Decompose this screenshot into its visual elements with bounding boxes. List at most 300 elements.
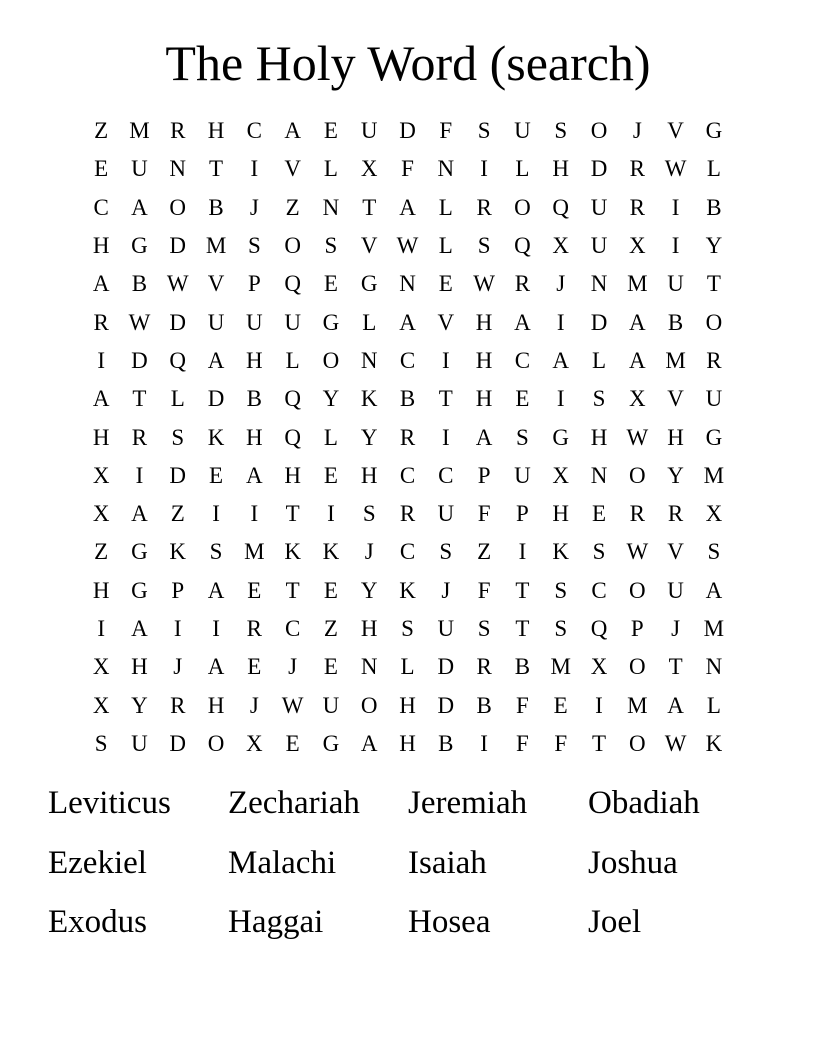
grid-row [82, 648, 733, 686]
grid-letter: G [705, 424, 723, 450]
grid-letter: N [360, 654, 378, 680]
grid-letter: U [514, 462, 531, 488]
grid-letter: R [514, 271, 531, 297]
grid-letter: T [668, 654, 683, 680]
grid-letter: Q [514, 233, 531, 259]
grid-letter: Z [170, 501, 185, 527]
grid-letter: L [400, 654, 415, 680]
grid-letter: O [322, 347, 340, 373]
grid-letter: E [285, 730, 300, 756]
grid-letter: B [514, 654, 531, 680]
grid-letter: C [93, 194, 109, 220]
grid-letter: E [94, 156, 109, 182]
grid-letter: L [438, 233, 453, 259]
grid-letter: B [438, 730, 454, 756]
grid-letter: A [92, 386, 110, 412]
grid-letter: I [212, 501, 220, 527]
grid-letter: D [169, 462, 187, 488]
grid-letter: U [667, 577, 684, 603]
letter-grid [82, 112, 733, 763]
word-list-item: Isaiah [408, 844, 487, 881]
grid-letter: D [590, 309, 608, 335]
grid-row [82, 303, 733, 341]
grid-letter: S [554, 118, 568, 144]
word-list-item: Jeremiah [408, 785, 528, 821]
grid-letter: C [399, 347, 416, 373]
grid-letter: A [284, 118, 301, 144]
grid-letter: T [209, 156, 224, 182]
grid-letter: K [207, 424, 225, 450]
grid-letter: O [628, 730, 646, 756]
grid-letter: E [247, 577, 262, 603]
grid-letter: A [628, 347, 646, 373]
grid-letter: D [399, 118, 416, 144]
grid-letter: Y [131, 692, 148, 718]
grid-letter: S [439, 539, 453, 565]
grid-letter: I [556, 309, 565, 335]
grid-letter: W [281, 692, 304, 718]
grid-letter: E [438, 271, 453, 297]
grid-letter: X [92, 692, 110, 718]
grid-letter: A [131, 194, 148, 220]
grid-letter: R [629, 501, 645, 527]
grid-letter: J [288, 654, 298, 680]
grid-letter: Q [284, 386, 301, 412]
word-list-item: Obadiah [588, 785, 700, 821]
grid-letter: I [212, 616, 220, 641]
grid-letter: X [628, 233, 646, 259]
grid-letter: A [246, 462, 263, 488]
grid-letter: O [628, 462, 646, 488]
grid-letter: M [129, 118, 150, 144]
grid-letter: I [173, 616, 182, 641]
grid-letter: U [131, 156, 148, 182]
grid-letter: L [438, 194, 453, 220]
grid-letter: U [590, 194, 608, 220]
grid-letter: U [322, 692, 340, 718]
grid-letter: O [169, 194, 187, 220]
grid-letter: R [706, 347, 722, 373]
grid-letter: M [205, 233, 227, 259]
grid-letter: T [515, 577, 530, 603]
grid-letter: U [705, 386, 723, 412]
grid-letter: G [322, 730, 340, 756]
grid-letter: D [169, 309, 187, 335]
word-list-item: Ezekiel [48, 844, 147, 881]
grid-letter: O [590, 118, 608, 144]
grid-letter: S [554, 616, 568, 641]
grid-letter: V [360, 233, 378, 259]
grid-letter: H [131, 654, 148, 680]
grid-letter: J [556, 271, 566, 297]
grid-letter: I [327, 501, 335, 527]
grid-letter: L [170, 386, 185, 412]
grid-letter: T [285, 501, 300, 527]
grid-letter: C [246, 118, 262, 144]
grid-letter: A [399, 194, 416, 220]
grid-letter: N [360, 347, 378, 373]
word-list-item: Joshua [588, 844, 678, 881]
grid-letter: I [135, 462, 144, 488]
grid-letter: R [170, 118, 186, 144]
grid-letter: H [475, 347, 493, 373]
grid-letter: X [92, 462, 110, 488]
grid-letter: A [207, 577, 225, 603]
grid-letter: O [360, 692, 378, 718]
grid-letter: I [97, 616, 105, 641]
grid-letter: K [552, 539, 570, 565]
grid-letter: H [284, 462, 301, 488]
grid-letter: C [591, 577, 607, 603]
grid-letter: I [250, 156, 259, 182]
grid-letter: T [515, 616, 530, 641]
grid-letter: P [247, 271, 261, 297]
grid-letter: S [592, 386, 606, 412]
grid-letter: O [207, 730, 225, 756]
grid-letter: L [706, 692, 721, 718]
grid-letter: R [246, 616, 262, 641]
grid-letter: M [703, 616, 725, 641]
grid-letter: X [360, 156, 378, 182]
grid-letter: X [92, 501, 110, 527]
word-list-item: Zechariah [228, 785, 360, 821]
grid-letter: W [626, 424, 649, 450]
grid-letter: S [247, 233, 261, 259]
grid-letter: H [475, 386, 493, 412]
grid-letter: T [285, 577, 300, 603]
grid-letter: R [476, 654, 492, 680]
grid-letter: A [207, 347, 225, 373]
grid-letter: V [284, 156, 301, 182]
grid-row [82, 572, 733, 610]
grid-letter: N [169, 156, 187, 182]
grid-letter: N [437, 156, 455, 182]
grid-letter: U [207, 309, 225, 335]
grid-letter: C [399, 539, 416, 565]
grid-letter: M [244, 539, 265, 565]
grid-letter: G [705, 118, 723, 144]
grid-letter: O [514, 194, 531, 220]
grid-letter: X [628, 386, 646, 412]
grid-letter: Z [323, 616, 338, 641]
grid-letter: Z [94, 118, 109, 144]
grid-letter: D [169, 730, 187, 756]
grid-letter: V [437, 309, 455, 335]
grid-letter: I [480, 730, 488, 756]
grid-letter: R [399, 501, 416, 527]
grid-letter: R [667, 501, 684, 527]
grid-letter: I [671, 233, 680, 259]
grid-letter: A [475, 424, 493, 450]
grid-letter: H [590, 424, 608, 450]
grid-letter: S [401, 616, 414, 641]
grid-letter: X [552, 462, 570, 488]
grid-letter: I [250, 501, 259, 527]
grid-letter: Q [590, 616, 608, 641]
grid-letter: M [627, 271, 648, 297]
grid-letter: R [93, 309, 109, 335]
grid-letter: G [131, 539, 148, 565]
grid-letter: K [399, 577, 416, 603]
grid-letter: L [285, 347, 300, 373]
grid-letter: J [441, 577, 451, 603]
grid-letter: H [552, 156, 570, 182]
grid-letter: P [171, 577, 185, 603]
grid-letter: F [516, 692, 529, 718]
grid-letter: S [209, 539, 223, 565]
grid-letter: K [284, 539, 301, 565]
grid-letter: E [591, 501, 607, 527]
grid-letter: D [590, 156, 608, 182]
grid-row [82, 533, 733, 571]
grid-letter: E [515, 386, 530, 412]
grid-letter: W [396, 233, 419, 259]
grid-letter: L [706, 156, 721, 182]
grid-letter: A [399, 309, 416, 335]
grid-letter: D [169, 233, 187, 259]
grid-letter: H [92, 233, 110, 259]
grid-letter: H [92, 577, 110, 603]
grid-letter: O [628, 577, 646, 603]
grid-letter: F [477, 577, 491, 603]
grid-letter: I [595, 692, 603, 718]
grid-letter: N [322, 194, 340, 220]
grid-letter: Y [322, 386, 340, 412]
grid-letter: S [592, 539, 606, 565]
grid-letter: E [323, 271, 338, 297]
grid-letter: L [323, 156, 338, 182]
grid-letter: V [207, 271, 225, 297]
grid-letter: D [207, 386, 225, 412]
grid-letter: Z [285, 194, 300, 220]
grid-letter: Q [552, 194, 570, 220]
grid-row [82, 112, 733, 150]
grid-row [82, 342, 733, 380]
grid-letter: X [552, 233, 570, 259]
grid-letter: H [207, 692, 225, 718]
word-list-item: Malachi [228, 844, 337, 881]
grid-letter: H [360, 462, 378, 488]
grid-letter: Y [705, 233, 723, 259]
grid-letter: F [401, 156, 414, 182]
grid-letter: W [626, 539, 649, 565]
grid-row [82, 265, 733, 303]
grid-letter: H [399, 730, 416, 756]
grid-letter: I [480, 156, 488, 182]
grid-letter: H [207, 118, 225, 144]
word-list-item: Leviticus [48, 785, 171, 821]
grid-letter: Y [667, 462, 684, 488]
grid-letter: R [170, 692, 186, 718]
grid-letter: P [477, 462, 491, 488]
word-list-item: Joel [588, 904, 642, 940]
grid-letter: E [323, 654, 338, 680]
grid-letter: V [667, 386, 684, 412]
grid-letter: Y [360, 424, 378, 450]
grid-letter: A [131, 616, 148, 641]
grid-letter: G [131, 577, 148, 603]
grid-letter: K [322, 539, 340, 565]
word-list-item: Haggai [228, 904, 324, 940]
grid-letter: A [514, 309, 531, 335]
grid-row [82, 610, 733, 648]
grid-letter: G [360, 271, 378, 297]
grid-letter: W [664, 156, 687, 182]
grid-letter: X [705, 501, 723, 527]
grid-row [82, 227, 733, 265]
grid-letter: E [553, 692, 568, 718]
grid-letter: J [632, 118, 642, 144]
grid-letter: S [171, 424, 185, 450]
grid-letter: K [705, 730, 723, 756]
grid-letter: U [590, 233, 608, 259]
grid-letter: J [249, 692, 259, 718]
grid-letter: D [437, 692, 455, 718]
grid-letter: M [703, 462, 725, 488]
grid-letter: M [550, 654, 571, 680]
grid-letter: P [516, 501, 529, 527]
grid-letter: B [399, 386, 416, 412]
grid-letter: A [131, 501, 148, 527]
grid-letter: B [476, 692, 492, 718]
grid-letter: O [628, 654, 646, 680]
grid-letter: N [705, 654, 723, 680]
grid-letter: J [249, 194, 259, 220]
grid-letter: N [399, 271, 416, 297]
grid-letter: B [667, 309, 684, 335]
grid-row [82, 150, 733, 188]
grid-letter: I [556, 386, 565, 412]
grid-letter: A [207, 654, 225, 680]
grid-letter: C [438, 462, 454, 488]
grid-letter: I [441, 424, 450, 450]
grid-letter: L [515, 156, 530, 182]
grid-row [82, 725, 733, 763]
grid-letter: W [166, 271, 189, 297]
grid-letter: H [360, 616, 378, 641]
grid-letter: F [439, 118, 453, 144]
grid-letter: I [97, 347, 105, 373]
page-title: The Holy Word (search) [165, 35, 651, 91]
grid-letter: S [324, 233, 338, 259]
grid-letter: J [671, 616, 681, 641]
grid-letter: I [671, 194, 680, 220]
word-list [48, 780, 768, 959]
grid-letter: K [360, 386, 378, 412]
grid-letter: C [284, 616, 301, 641]
grid-letter: R [629, 156, 645, 182]
grid-letter: D [131, 347, 148, 373]
grid-letter: U [284, 309, 301, 335]
grid-letter: H [475, 309, 493, 335]
grid-letter: C [514, 347, 531, 373]
grid-letter: A [628, 309, 646, 335]
grid-row [82, 495, 733, 533]
grid-letter: E [323, 577, 338, 603]
grid-letter: X [246, 730, 263, 756]
grid-row [82, 189, 733, 227]
grid-letter: I [518, 539, 527, 565]
grid-letter: H [552, 501, 570, 527]
grid-letter: S [516, 424, 529, 450]
grid-letter: U [437, 616, 455, 641]
grid-letter: U [246, 309, 263, 335]
grid-letter: H [92, 424, 110, 450]
grid-letter: F [477, 501, 491, 527]
word-list-item: Exodus [48, 904, 147, 940]
grid-letter: T [362, 194, 377, 220]
grid-letter: F [554, 730, 568, 756]
grid-letter: A [667, 692, 684, 718]
grid-letter: J [364, 539, 374, 565]
grid-letter: L [591, 347, 607, 373]
grid-letter: V [667, 539, 684, 565]
grid-letter: U [437, 501, 455, 527]
grid-letter: A [92, 271, 110, 297]
grid-letter: G [552, 424, 570, 450]
grid-letter: Z [94, 539, 109, 565]
grid-letter: N [590, 271, 608, 297]
grid-letter: S [554, 577, 568, 603]
grid-letter: B [706, 194, 722, 220]
grid-letter: R [399, 424, 416, 450]
grid-letter: Q [169, 347, 187, 373]
grid-letter: B [208, 194, 224, 220]
grid-letter: T [706, 271, 721, 297]
grid-row [82, 418, 733, 456]
grid-letter: L [323, 424, 338, 450]
grid-letter: B [246, 386, 262, 412]
grid-letter: S [94, 730, 108, 756]
grid-letter: P [630, 616, 644, 641]
grid-letter: A [552, 347, 570, 373]
grid-letter: T [438, 386, 453, 412]
grid-letter: E [209, 462, 224, 488]
grid-letter: I [441, 347, 450, 373]
grid-letter: X [590, 654, 608, 680]
grid-letter: S [477, 233, 491, 259]
grid-letter: H [399, 692, 416, 718]
grid-letter: D [437, 654, 455, 680]
grid-letter: V [667, 118, 684, 144]
grid-letter: J [173, 654, 183, 680]
grid-letter: Q [284, 424, 301, 450]
grid-letter: G [131, 233, 148, 259]
grid-letter: H [667, 424, 684, 450]
grid-letter: W [664, 730, 687, 756]
grid-letter: S [477, 118, 491, 144]
grid-letter: F [516, 730, 529, 756]
word-list-item: Hosea [408, 904, 491, 940]
grid-letter: T [132, 386, 147, 412]
grid-letter: W [473, 271, 495, 297]
grid-letter: U [131, 730, 148, 756]
grid-letter: K [169, 539, 187, 565]
grid-letter: L [362, 309, 377, 335]
grid-letter: H [246, 347, 263, 373]
grid-letter: O [705, 309, 723, 335]
grid-row [82, 457, 733, 495]
grid-letter: Z [477, 539, 492, 565]
grid-letter: X [92, 654, 110, 680]
grid-row [82, 380, 733, 418]
grid-letter: N [590, 462, 608, 488]
grid-letter: M [665, 347, 686, 373]
grid-letter: A [360, 730, 378, 756]
grid-letter: U [514, 118, 531, 144]
grid-letter: O [284, 233, 301, 259]
grid-letter: S [477, 616, 491, 641]
